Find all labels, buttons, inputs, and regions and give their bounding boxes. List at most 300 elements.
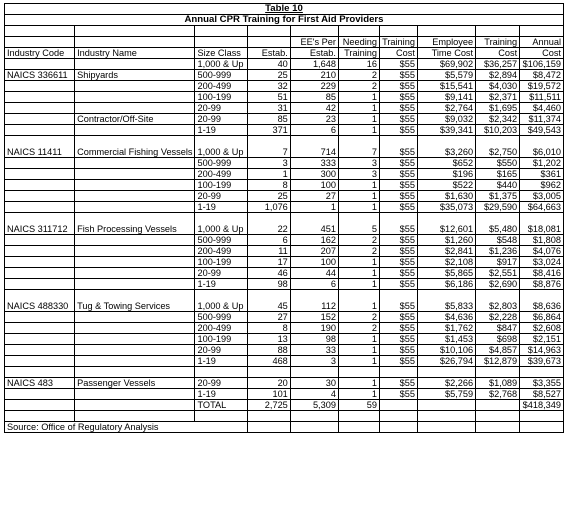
cell-size-class: 20-99 <box>195 378 248 389</box>
cell-industry-code <box>5 59 75 70</box>
cell-annual-cost: $962 <box>520 180 564 191</box>
cell-size-class: 200-499 <box>195 246 248 257</box>
cell-training-cost: $55 <box>380 169 418 180</box>
table-row <box>5 389 564 400</box>
cell-needing-training: 5 <box>338 213 379 235</box>
cell-needing-training: 1 <box>338 180 379 191</box>
cell-ees-per-estab: 229 <box>290 81 338 92</box>
cell-industry-code <box>5 400 75 411</box>
cell-industry-code <box>5 334 75 345</box>
cell-total-training-cost: $4,857 <box>476 345 520 356</box>
cell-needing-training: 1 <box>338 290 379 312</box>
cell-training-cost: $55 <box>380 59 418 70</box>
cell-annual-cost: $8,636 <box>520 290 564 312</box>
cell-industry-code <box>5 246 75 257</box>
cell-employee-time-cost: $2,108 <box>417 257 475 268</box>
cell-needing-training: 1 <box>338 334 379 345</box>
cell-industry-name <box>75 334 195 345</box>
cell-annual-cost: $3,355 <box>520 378 564 389</box>
table-row <box>5 400 564 411</box>
cell-annual-cost: $8,416 <box>520 268 564 279</box>
cell-industry-code <box>5 257 75 268</box>
cell-size-class: 1-19 <box>195 125 248 136</box>
cell-ees-per-estab: 714 <box>290 136 338 158</box>
cell-ees-per-estab: 210 <box>290 70 338 81</box>
cell-industry-name: Fish Processing Vessels <box>75 213 195 235</box>
cell-needing-training: 1 <box>338 378 379 389</box>
cell-needing-training: 1 <box>338 257 379 268</box>
table-row <box>5 246 564 257</box>
cell-annual-cost: $64,663 <box>520 202 564 213</box>
cell-employee-time-cost: $6,186 <box>417 279 475 290</box>
cell-industry-name <box>75 59 195 70</box>
cell-estab: 1,076 <box>248 202 290 213</box>
cell-size-class: 1,000 & Up <box>195 136 248 158</box>
cell-needing-training: 2 <box>338 312 379 323</box>
cell-industry-name: Commercial Fishing Vessels <box>75 136 195 158</box>
cell-industry-code: NAICS 488330 <box>5 290 75 312</box>
cell-employee-time-cost: $652 <box>417 158 475 169</box>
cell-total-training-cost: $548 <box>476 235 520 246</box>
cell-needing-training: 1 <box>338 191 379 202</box>
cell-employee-time-cost: $1,762 <box>417 323 475 334</box>
cell-training-cost: $55 <box>380 279 418 290</box>
cell-size-class: 20-99 <box>195 114 248 125</box>
cell-training-cost: $55 <box>380 114 418 125</box>
cell-annual-cost: $11,374 <box>520 114 564 125</box>
cell-training-cost: $55 <box>380 312 418 323</box>
cell-total-training-cost: $550 <box>476 158 520 169</box>
cell-industry-name: Passenger Vessels <box>75 378 195 389</box>
cell-ees-per-estab: 300 <box>290 169 338 180</box>
cell-total-training-cost: $36,257 <box>476 59 520 70</box>
cell-size-class: TOTAL <box>195 400 248 411</box>
cell-estab: 40 <box>248 59 290 70</box>
header-needing-training-2: Training <box>338 48 379 59</box>
header-row-1 <box>5 37 564 48</box>
cell-industry-code <box>5 81 75 92</box>
cell-needing-training: 16 <box>338 59 379 70</box>
cell-needing-training: 2 <box>338 81 379 92</box>
cell-training-cost: $55 <box>380 81 418 92</box>
cell-total-training-cost: $2,371 <box>476 92 520 103</box>
cell-employee-time-cost: $5,833 <box>417 290 475 312</box>
cell-estab: 8 <box>248 180 290 191</box>
cell-annual-cost: $19,572 <box>520 81 564 92</box>
cell-estab: 2,725 <box>248 400 290 411</box>
cell-annual-cost: $1,202 <box>520 158 564 169</box>
cell-annual-cost: $8,876 <box>520 279 564 290</box>
header-industry-code: Industry Code <box>5 48 75 59</box>
cell-industry-code <box>5 202 75 213</box>
cell-total-training-cost: $4,030 <box>476 81 520 92</box>
cell-industry-name <box>75 191 195 202</box>
cell-size-class: 1,000 & Up <box>195 290 248 312</box>
cell-size-class: 500-999 <box>195 70 248 81</box>
table-row <box>5 290 564 312</box>
cell-estab: 25 <box>248 70 290 81</box>
cell-employee-time-cost: $12,601 <box>417 213 475 235</box>
cell-industry-name <box>75 400 195 411</box>
cell-needing-training: 59 <box>338 400 379 411</box>
header-estab: Estab. <box>248 48 290 59</box>
cell-industry-code <box>5 235 75 246</box>
table-row <box>5 345 564 356</box>
cell-total-training-cost: $1,695 <box>476 103 520 114</box>
cell-industry-name <box>75 268 195 279</box>
header-training-cost-2: Cost <box>380 48 418 59</box>
cell-employee-time-cost: $26,794 <box>417 356 475 367</box>
spacer-row-bottom <box>5 411 564 422</box>
cell-estab: 20 <box>248 378 290 389</box>
cell-total-training-cost: $847 <box>476 323 520 334</box>
cell-total-training-cost: $29,590 <box>476 202 520 213</box>
table-row <box>5 158 564 169</box>
cell-employee-time-cost: $9,141 <box>417 92 475 103</box>
cell-industry-code <box>5 389 75 400</box>
cell-needing-training: 1 <box>338 114 379 125</box>
cell-employee-time-cost: $9,032 <box>417 114 475 125</box>
cell-training-cost: $55 <box>380 202 418 213</box>
cell-ees-per-estab: 112 <box>290 290 338 312</box>
header-industry-name: Industry Name <box>75 48 195 59</box>
cell-needing-training: 1 <box>338 389 379 400</box>
cell-size-class: 100-199 <box>195 92 248 103</box>
cell-training-cost: $55 <box>380 345 418 356</box>
cell-total-training-cost: $2,690 <box>476 279 520 290</box>
cell-annual-cost: $2,151 <box>520 334 564 345</box>
cell-estab: 51 <box>248 92 290 103</box>
cell-industry-code <box>5 92 75 103</box>
cell-industry-name <box>75 345 195 356</box>
cell-total-training-cost: $12,879 <box>476 356 520 367</box>
cell-ees-per-estab: 451 <box>290 213 338 235</box>
title-row-2 <box>5 15 564 26</box>
cell-total-training-cost: $5,480 <box>476 213 520 235</box>
cell-annual-cost: $11,511 <box>520 92 564 103</box>
cell-industry-name <box>75 81 195 92</box>
table-row <box>5 70 564 81</box>
cell-training-cost: $55 <box>380 103 418 114</box>
cell-ees-per-estab: 6 <box>290 125 338 136</box>
cell-training-cost: $55 <box>380 334 418 345</box>
table-number: Table 10 <box>5 4 564 15</box>
cell-size-class: 500-999 <box>195 158 248 169</box>
cell-estab: 98 <box>248 279 290 290</box>
cell-industry-name: Tug & Towing Services <box>75 290 195 312</box>
cell-training-cost: $55 <box>380 92 418 103</box>
cell-employee-time-cost: $15,541 <box>417 81 475 92</box>
cell-size-class: 200-499 <box>195 81 248 92</box>
cell-total-training-cost <box>476 400 520 411</box>
cell-industry-name <box>75 323 195 334</box>
cell-training-cost: $55 <box>380 268 418 279</box>
cell-annual-cost: $4,076 <box>520 246 564 257</box>
table-row <box>5 356 564 367</box>
cell-annual-cost: $39,673 <box>520 356 564 367</box>
cell-size-class: 20-99 <box>195 191 248 202</box>
cell-ees-per-estab: 85 <box>290 92 338 103</box>
header-ees-per-estab-2: Estab. <box>290 48 338 59</box>
cell-annual-cost: $1,808 <box>520 235 564 246</box>
header-total-training-cost-1: Training <box>476 37 520 48</box>
cell-size-class: 20-99 <box>195 268 248 279</box>
cell-total-training-cost: $2,228 <box>476 312 520 323</box>
table-row <box>5 378 564 389</box>
cell-annual-cost: $106,159 <box>520 59 564 70</box>
cell-needing-training: 1 <box>338 125 379 136</box>
cell-annual-cost: $4,460 <box>520 103 564 114</box>
cell-estab: 22 <box>248 213 290 235</box>
cell-annual-cost: $6,010 <box>520 136 564 158</box>
cell-estab: 1 <box>248 169 290 180</box>
cell-industry-code <box>5 103 75 114</box>
table-row <box>5 312 564 323</box>
cell-training-cost: $55 <box>380 246 418 257</box>
cell-ees-per-estab: 5,309 <box>290 400 338 411</box>
cell-needing-training: 2 <box>338 246 379 257</box>
cell-industry-name: Contractor/Off-Site <box>75 114 195 125</box>
table-row <box>5 268 564 279</box>
cell-size-class: 100-199 <box>195 334 248 345</box>
table-row <box>5 125 564 136</box>
cell-total-training-cost: $2,803 <box>476 290 520 312</box>
header-ees-per-estab-1: EE's Per <box>290 37 338 48</box>
cell-ees-per-estab: 207 <box>290 246 338 257</box>
cell-estab: 88 <box>248 345 290 356</box>
cell-industry-name <box>75 92 195 103</box>
cell-estab: 101 <box>248 389 290 400</box>
cell-total-training-cost: $1,375 <box>476 191 520 202</box>
cell-employee-time-cost: $1,453 <box>417 334 475 345</box>
cell-industry-code <box>5 169 75 180</box>
cell-training-cost: $55 <box>380 257 418 268</box>
cell-ees-per-estab: 98 <box>290 334 338 345</box>
cell-industry-code <box>5 125 75 136</box>
cell-industry-name <box>75 169 195 180</box>
cell-size-class: 20-99 <box>195 103 248 114</box>
source-note: Source: Office of Regulatory Analysis <box>5 422 248 433</box>
table-row <box>5 114 564 125</box>
cell-needing-training: 2 <box>338 70 379 81</box>
table-row <box>5 257 564 268</box>
cell-needing-training: 1 <box>338 92 379 103</box>
cell-size-class: 1-19 <box>195 279 248 290</box>
cell-size-class: 1-19 <box>195 202 248 213</box>
cell-employee-time-cost: $4,636 <box>417 312 475 323</box>
cell-industry-code <box>5 323 75 334</box>
header-employee-time-cost-1: Employee <box>417 37 475 48</box>
header-training-cost-1: Training <box>380 37 418 48</box>
cell-estab: 25 <box>248 191 290 202</box>
cell-estab: 46 <box>248 268 290 279</box>
cell-size-class: 100-199 <box>195 180 248 191</box>
cell-industry-code: NAICS 483 <box>5 378 75 389</box>
cell-size-class: 1,000 & Up <box>195 59 248 70</box>
cell-total-training-cost: $2,551 <box>476 268 520 279</box>
cell-total-training-cost: $1,089 <box>476 378 520 389</box>
cell-estab: 3 <box>248 158 290 169</box>
cell-ees-per-estab: 162 <box>290 235 338 246</box>
cell-industry-code <box>5 312 75 323</box>
cell-needing-training: 3 <box>338 158 379 169</box>
cell-annual-cost: $2,608 <box>520 323 564 334</box>
cell-needing-training: 1 <box>338 356 379 367</box>
cell-training-cost: $55 <box>380 158 418 169</box>
cell-industry-name <box>75 235 195 246</box>
cell-size-class: 1-19 <box>195 356 248 367</box>
cell-needing-training: 1 <box>338 103 379 114</box>
cell-estab: 32 <box>248 81 290 92</box>
header-annual-cost-1: Annual <box>520 37 564 48</box>
cell-annual-cost: $8,472 <box>520 70 564 81</box>
cell-ees-per-estab: 1,648 <box>290 59 338 70</box>
cell-estab: 17 <box>248 257 290 268</box>
cell-ees-per-estab: 152 <box>290 312 338 323</box>
header-row-2 <box>5 48 564 59</box>
cell-employee-time-cost: $196 <box>417 169 475 180</box>
cell-estab: 8 <box>248 323 290 334</box>
cell-annual-cost: $418,349 <box>520 400 564 411</box>
cell-training-cost: $55 <box>380 235 418 246</box>
header-total-training-cost-2: Cost <box>476 48 520 59</box>
cell-employee-time-cost: $2,764 <box>417 103 475 114</box>
table-row <box>5 334 564 345</box>
cell-annual-cost: $6,864 <box>520 312 564 323</box>
cell-total-training-cost: $2,750 <box>476 136 520 158</box>
cell-training-cost: $55 <box>380 356 418 367</box>
cell-employee-time-cost: $2,841 <box>417 246 475 257</box>
header-annual-cost-2: Cost <box>520 48 564 59</box>
cell-training-cost: $55 <box>380 213 418 235</box>
cell-training-cost: $55 <box>380 389 418 400</box>
cell-industry-name: Shipyards <box>75 70 195 81</box>
cell-annual-cost: $361 <box>520 169 564 180</box>
header-size-class: Size Class <box>195 48 248 59</box>
cell-employee-time-cost: $5,759 <box>417 389 475 400</box>
cell-total-training-cost: $10,203 <box>476 125 520 136</box>
cell-total-training-cost: $917 <box>476 257 520 268</box>
cell-size-class: 200-499 <box>195 169 248 180</box>
table-row <box>5 191 564 202</box>
cell-industry-code <box>5 180 75 191</box>
cell-annual-cost: $3,005 <box>520 191 564 202</box>
source-row <box>5 422 564 433</box>
table-row <box>5 202 564 213</box>
cell-ees-per-estab: 23 <box>290 114 338 125</box>
table-row <box>5 323 564 334</box>
cell-ees-per-estab: 6 <box>290 279 338 290</box>
cell-total-training-cost: $1,236 <box>476 246 520 257</box>
cell-ees-per-estab: 4 <box>290 389 338 400</box>
cell-size-class: 500-999 <box>195 235 248 246</box>
table-row <box>5 235 564 246</box>
cell-total-training-cost: $2,894 <box>476 70 520 81</box>
cell-industry-code <box>5 279 75 290</box>
cell-ees-per-estab: 100 <box>290 180 338 191</box>
cell-training-cost <box>380 400 418 411</box>
table-row <box>5 92 564 103</box>
table-row <box>5 169 564 180</box>
cell-industry-name <box>75 246 195 257</box>
cell-ees-per-estab: 42 <box>290 103 338 114</box>
cell-ees-per-estab: 33 <box>290 345 338 356</box>
spacer-row <box>5 367 564 378</box>
cell-industry-name <box>75 257 195 268</box>
cell-industry-name <box>75 103 195 114</box>
cell-needing-training: 2 <box>338 323 379 334</box>
cell-estab: 27 <box>248 312 290 323</box>
table-container <box>4 3 564 433</box>
table-row <box>5 59 564 70</box>
cell-needing-training: 1 <box>338 202 379 213</box>
cell-training-cost: $55 <box>380 70 418 81</box>
cell-annual-cost: $14,963 <box>520 345 564 356</box>
cell-estab: 371 <box>248 125 290 136</box>
cell-industry-code: NAICS 11411 <box>5 136 75 158</box>
cell-industry-code <box>5 268 75 279</box>
cell-ees-per-estab: 1 <box>290 202 338 213</box>
cell-employee-time-cost: $1,630 <box>417 191 475 202</box>
cell-size-class: 20-99 <box>195 345 248 356</box>
cell-industry-code <box>5 345 75 356</box>
cell-needing-training: 1 <box>338 279 379 290</box>
cell-total-training-cost: $698 <box>476 334 520 345</box>
cell-employee-time-cost: $10,106 <box>417 345 475 356</box>
cell-size-class: 200-499 <box>195 323 248 334</box>
cell-annual-cost: $18,081 <box>520 213 564 235</box>
cell-estab: 31 <box>248 103 290 114</box>
cell-needing-training: 1 <box>338 345 379 356</box>
cell-training-cost: $55 <box>380 378 418 389</box>
cell-training-cost: $55 <box>380 136 418 158</box>
table-row <box>5 180 564 191</box>
cell-training-cost: $55 <box>380 290 418 312</box>
header-needing-training-1: Needing <box>338 37 379 48</box>
cell-training-cost: $55 <box>380 180 418 191</box>
cell-estab: 7 <box>248 136 290 158</box>
cell-ees-per-estab: 27 <box>290 191 338 202</box>
cell-employee-time-cost: $3,260 <box>417 136 475 158</box>
cell-total-training-cost: $2,768 <box>476 389 520 400</box>
cell-size-class: 1,000 & Up <box>195 213 248 235</box>
cell-ees-per-estab: 44 <box>290 268 338 279</box>
cell-annual-cost: $3,024 <box>520 257 564 268</box>
cell-annual-cost: $8,527 <box>520 389 564 400</box>
table-row <box>5 103 564 114</box>
data-rows <box>5 59 564 411</box>
cell-training-cost: $55 <box>380 125 418 136</box>
cell-size-class: 100-199 <box>195 257 248 268</box>
cell-industry-name <box>75 180 195 191</box>
cell-training-cost: $55 <box>380 191 418 202</box>
cell-employee-time-cost: $5,579 <box>417 70 475 81</box>
cell-ees-per-estab: 100 <box>290 257 338 268</box>
cell-ees-per-estab: 190 <box>290 323 338 334</box>
title-row-1 <box>5 4 564 15</box>
cell-estab: 468 <box>248 356 290 367</box>
table-row <box>5 279 564 290</box>
cell-ees-per-estab: 3 <box>290 356 338 367</box>
cpr-training-table <box>4 3 564 433</box>
cell-needing-training: 2 <box>338 235 379 246</box>
table-row <box>5 81 564 92</box>
cell-employee-time-cost: $2,266 <box>417 378 475 389</box>
cell-annual-cost: $49,543 <box>520 125 564 136</box>
table-row <box>5 213 564 235</box>
cell-employee-time-cost: $39,341 <box>417 125 475 136</box>
cell-industry-code: NAICS 311712 <box>5 213 75 235</box>
